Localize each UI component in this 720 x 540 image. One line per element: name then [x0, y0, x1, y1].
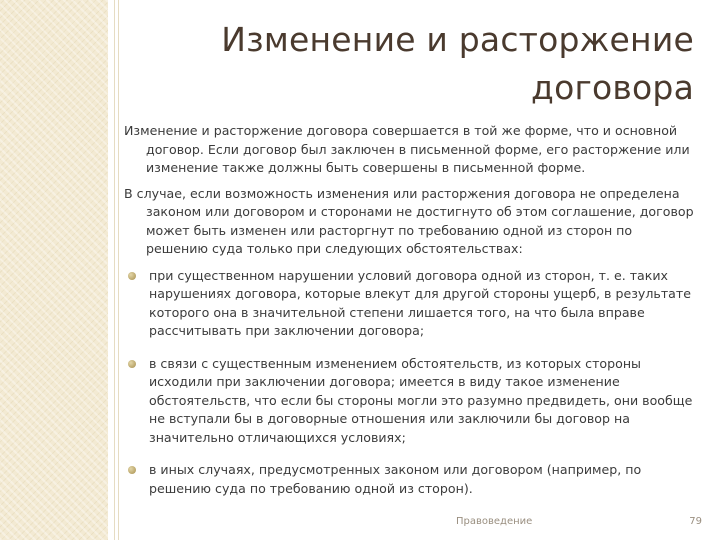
decorative-vertical-rule: [118, 0, 119, 540]
bullet-dot-icon: [128, 360, 136, 368]
page-number: 79: [689, 516, 702, 527]
footer-subject: Правоведение: [456, 516, 533, 527]
bullet-dot-icon: [128, 466, 136, 474]
slide-title-line: договора: [531, 68, 694, 107]
slide-title-line: Изменение и расторжение: [221, 20, 694, 59]
bullet-list: [124, 267, 694, 499]
bullet-text: при существенном нарушении условий договора одной из сторон, т. е. таких нарушениях договора, которые влекут для другой стороны ущерб, в результате которого она в значительной степени лишается того, на что была вправе рассчитывать при заключении договора;: [149, 267, 691, 338]
decorative-vertical-rule: [114, 0, 115, 540]
bullet-item: [124, 355, 694, 448]
bullet-text: в связи с существенным изменением обстоятельств, из которых стороны исходили при заключении договора; имеется в виду такое изменение обстоятельств, что если бы стороны могли это разумно предвидеть, они вообще не вступали бы в договорные отношения или заключили бы договор на значительно отличающихся условиях;: [149, 355, 693, 445]
slide-title: [174, 16, 694, 112]
bullet-item: [124, 461, 694, 498]
bullet-item: [124, 267, 694, 341]
bullet-text: в иных случаях, предусмотренных законом или договором (например, по решению суда по требованию одной из сторон).: [149, 462, 642, 496]
bullet-dot-icon: [128, 272, 136, 280]
decorative-side-band: [0, 0, 108, 540]
body-paragraph: В случае, если возможность изменения или расторжения договора не определена законом или договором и сторонами не достигнуто об этом соглашение, договор может быть изменен или расторгнут по требованию одной из сторон по решению суда только при следующих обстоятельствах:: [124, 185, 694, 256]
slide-body: [124, 122, 694, 512]
body-paragraph: Изменение и расторжение договора совершается в той же форме, что и основной договор. Если договор был заключен в письменной форме, его расторжение или изменение также должны быть совершены в письменной форме.: [124, 123, 690, 175]
